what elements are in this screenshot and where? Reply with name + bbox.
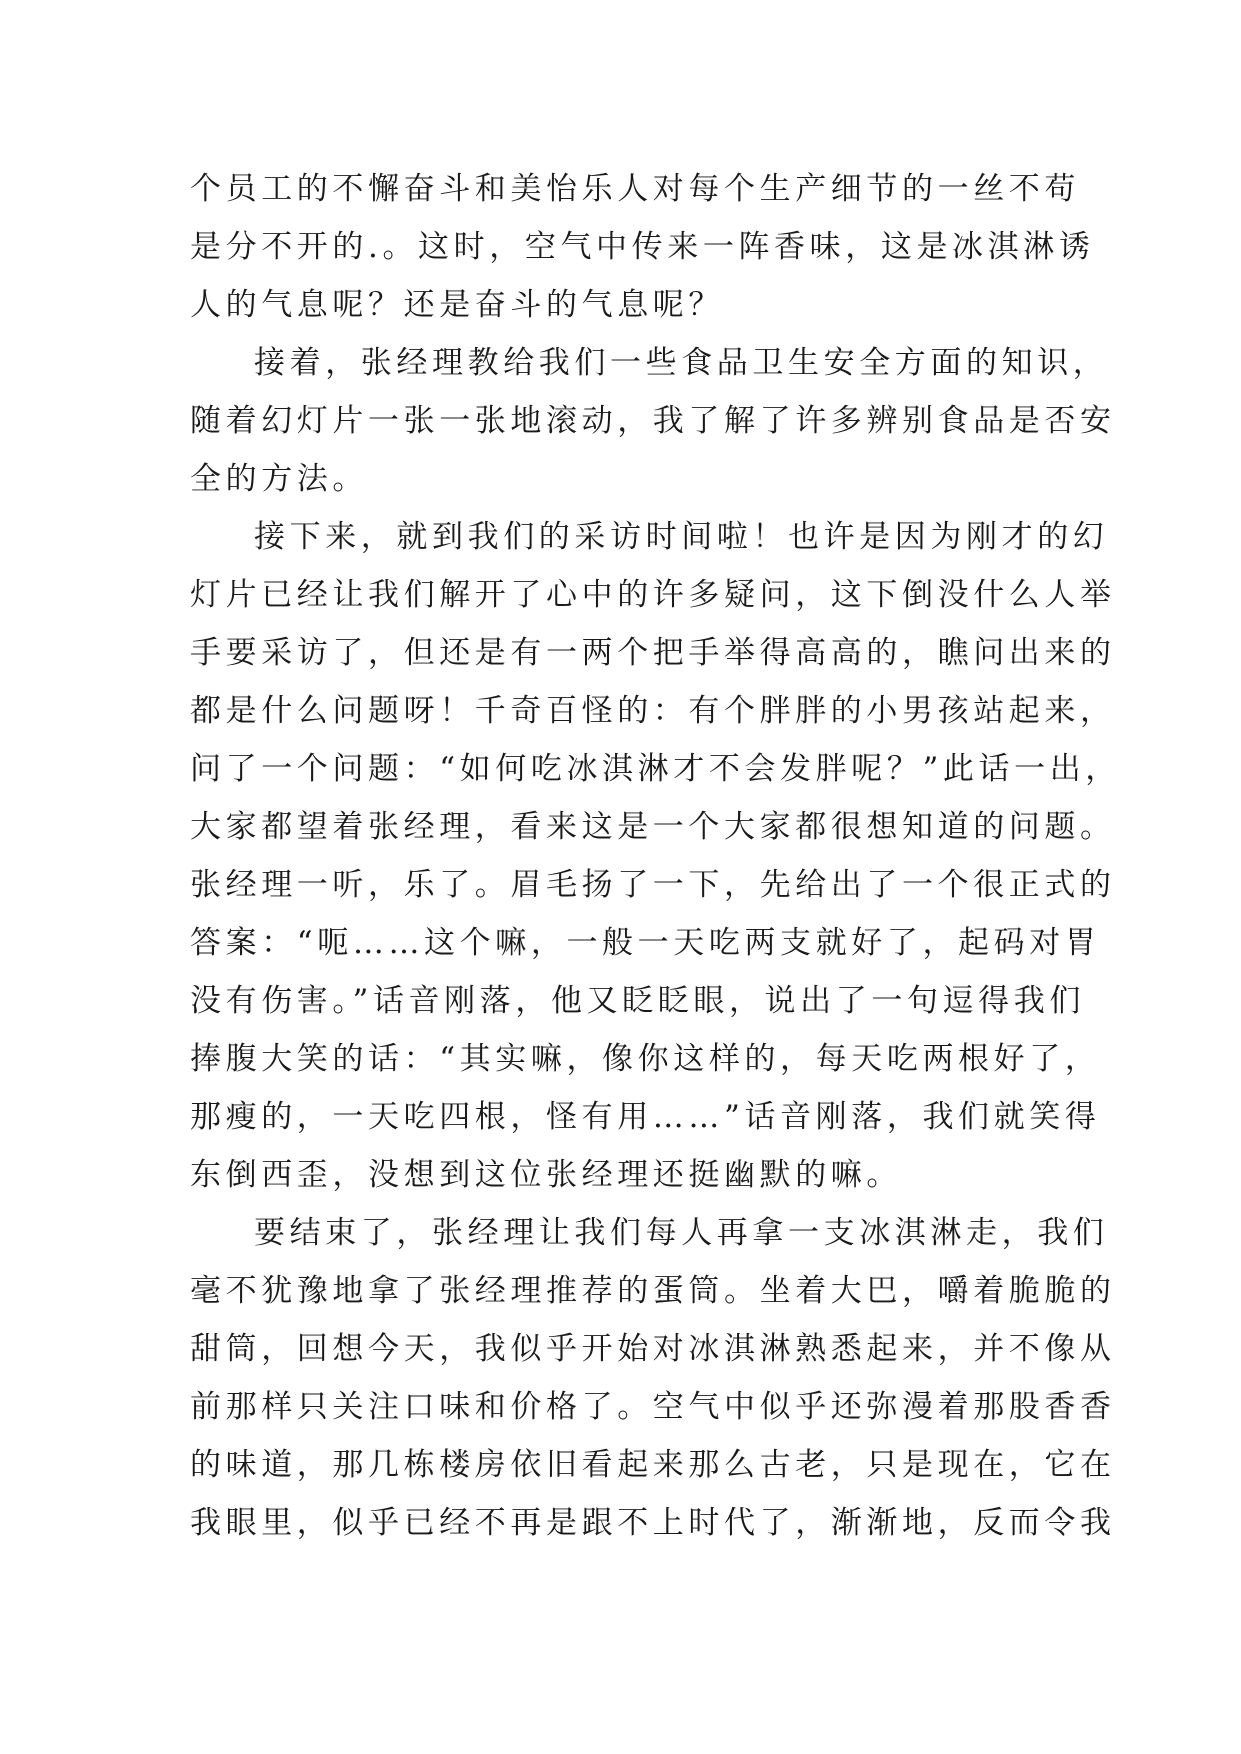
paragraph-3 xyxy=(190,508,1121,1204)
text-line: 人的气息呢？还是奋斗的气息呢？ xyxy=(190,287,724,323)
text-line: 全的方法。 xyxy=(190,461,368,497)
text-line: 个员工的不懈奋斗和美怡乐人对每个生产细节的一丝不苟 xyxy=(190,171,1080,207)
text-line: 甜筒，回想今天，我似乎开始对冰淇淋熟悉起来，并不像从 xyxy=(190,1331,1116,1367)
body-text xyxy=(190,160,1121,1552)
text-line: 我眼里，似乎已经不再是跟不上时代了，渐渐地，反而令我 xyxy=(190,1505,1116,1541)
text-line: 大家都望着张经理，看来这是一个大家都很想知道的问题。 xyxy=(190,809,1116,845)
text-line: 毫不犹豫地拿了张经理推荐的蛋筒。坐着大巴，嚼着脆脆的 xyxy=(190,1273,1116,1309)
text-line: 那瘦的，一天吃四根，怪有用……”话音刚落，我们就笑得 xyxy=(190,1099,1101,1135)
text-line: 手要采访了，但还是有一两个把手举得高高的，瞧问出来的 xyxy=(190,635,1116,671)
paragraph-4 xyxy=(190,1204,1116,1552)
text-line: 的味道，那几栋楼房依旧看起来那么古老，只是现在，它在 xyxy=(190,1447,1116,1483)
text-line: 灯片已经让我们解开了心中的许多疑问，这下倒没什么人举 xyxy=(190,577,1116,613)
text-line: 张经理一听，乐了。眉毛扬了一下，先给出了一个很正式的 xyxy=(190,867,1116,903)
text-line: 接着，张经理教给我们一些食品卫生安全方面的知识， xyxy=(254,345,1109,381)
text-line: 接下来，就到我们的采访时间啦！也许是因为刚才的幻 xyxy=(254,519,1109,555)
text-line: 前那样只关注口味和价格了。空气中似乎还弥漫着那股香香 xyxy=(190,1389,1116,1425)
text-line: 都是什么问题呀！千奇百怪的：有个胖胖的小男孩站起来， xyxy=(190,693,1116,729)
text-line: 捧腹大笑的话：“其实嘛，像你这样的，每天吃两根好了， xyxy=(190,1041,1101,1077)
text-line: 要结束了，张经理让我们每人再拿一支冰淇淋走，我们 xyxy=(254,1215,1109,1251)
text-line: 东倒西歪，没想到这位张经理还挺幽默的嘛。 xyxy=(190,1157,902,1193)
text-line: 随着幻灯片一张一张地滚动，我了解了许多辨别食品是否安 xyxy=(190,403,1116,439)
text-line: 没有伤害。”话音刚落，他又眨眨眼，说出了一句逗得我们 xyxy=(190,983,1085,1019)
paragraph-1 xyxy=(190,160,1095,334)
text-line: 问了一个问题：“如何吃冰淇淋才不会发胖呢？”此话一出， xyxy=(190,751,1121,787)
text-line: 是分不开的.。这时，空气中传来一阵香味，这是冰淇淋诱 xyxy=(190,229,1095,265)
paragraph-2 xyxy=(190,334,1116,508)
text-line: 答案：“呃……这个嘛，一般一天吃两支就好了，起码对胃 xyxy=(190,925,1101,961)
